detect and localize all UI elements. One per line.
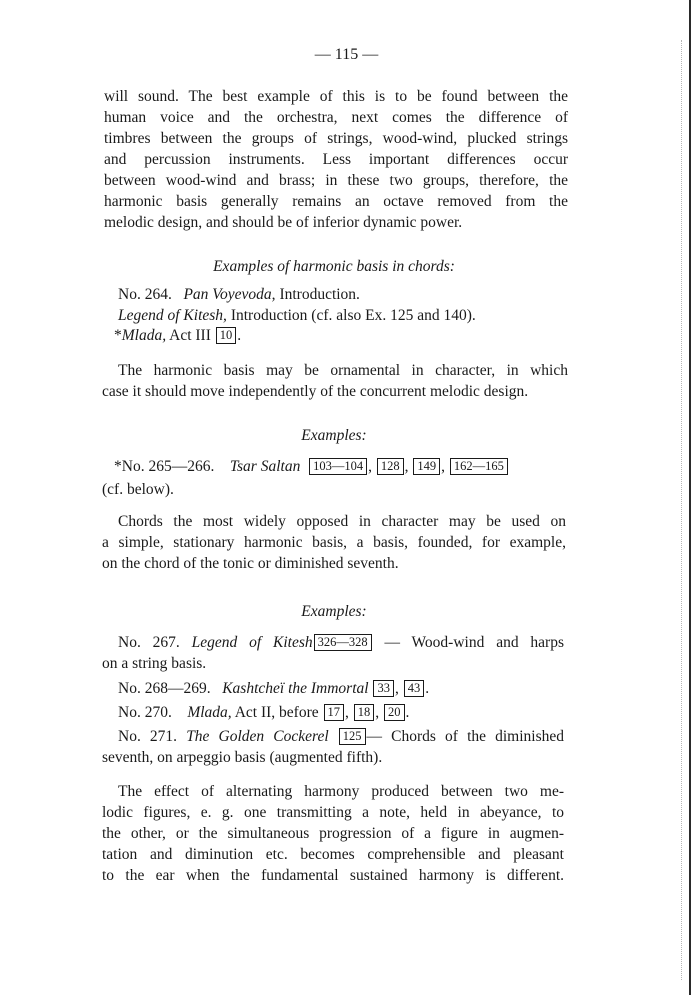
paragraph-2-line: The harmonic basis may be ornamental in character, in which [118,362,568,379]
rehearsal-number-box: 128 [377,458,404,475]
paragraph-1-line: timbres between the groups of strings, wood-wind, plucked strings [104,130,568,147]
rehearsal-number-box: 20 [384,704,405,721]
paragraph-1-line: between wood-wind and brass; in these two groups, therefore, the [104,172,568,189]
paragraph-3-line: Chords the most widely opposed in character may be used on [118,513,566,530]
work-title: Mlada, [121,327,167,344]
work-title: Legend of Kitesh [191,634,313,651]
example-number: No. 270. [118,704,172,721]
example-number: No. 268—269. [118,680,211,697]
paragraph-1-line: melodic design, and should be of inferior dynamic power. [104,214,463,231]
paragraph-1-line: harmonic basis generally remains an octave removed from the [104,193,568,210]
paragraph-2-line: case it should move independently of the concurrent melodic design. [102,383,529,400]
example-271: No. 271. The Golden Cockerel 125 — Chords of the diminished [118,728,565,745]
paragraph-1-line: and percussion instruments. Less important differences occur [104,151,568,168]
paragraph-1-line: will sound. The best example of this is to be found between the [104,88,568,105]
example-mlada: *Mlada, Act III 10 . [114,327,242,344]
paragraph-4-line: the other, or the simultaneous progression of a figure in augmen- [102,825,564,842]
examples-heading: Examples: [301,603,367,620]
paragraph-4-line: lodic figures, e. g. one transmitting a note, held in abeyance, to [102,804,564,821]
work-title: Mlada, [187,704,232,721]
example-268: No. 268—269. Kashtcheï the Immortal 33 , 43 . [118,680,430,697]
paragraph-4-line: to the ear when the fundamental sustained harmony is different. [102,867,564,884]
rehearsal-number-box: 149 [413,458,440,475]
rehearsal-number-box: 125 [339,728,366,745]
example-267-continuation: on a string basis. [102,655,207,672]
rehearsal-number-box: 17 [324,704,345,721]
paragraph-3-line: on the chord of the tonic or diminished seventh. [102,555,399,572]
rehearsal-number-box: 43 [404,680,425,697]
example-kitesh: Legend of Kitesh, Introduction (cf. also Ex. 125 and 140). [118,307,476,324]
example-271-continuation: seventh, on arpeggio basis (augmented fifth). [102,749,383,766]
examples-heading: Examples: [301,427,367,444]
example-number: No. 271. [118,728,178,745]
example-264: No. 264. Pan Voyevoda, Introduction. [118,286,360,303]
rehearsal-number-box: 10 [216,327,237,344]
paragraph-4-line: The effect of alternating harmony produced between two me- [118,783,564,800]
example-number: No. 264. [118,286,172,303]
rehearsal-number-box: 33 [373,680,394,697]
paragraph-1-line: human voice and the orchestra, next comes the difference of [104,109,568,126]
example-270: No. 270. Mlada, Act II, before 17 , 18 , 20 . [118,704,410,721]
example-265: *No. 265—266. Tsar Saltan 103—104 , 128 , 149 , 162—165 [114,457,509,477]
paragraph-3-line: a simple, stationary harmonic basis, a basis, founded, for example, [102,534,566,551]
page-edge-dots [681,40,682,980]
rehearsal-number-box: 162—165 [450,458,508,475]
work-title: Tsar Saltan [229,458,301,475]
paragraph-4-line: tation and diminution etc. becomes comprehensible and pleasant [102,846,564,863]
page-number: — 115 — [314,46,379,63]
rehearsal-number-box: 103—104 [309,458,367,475]
work-title: The Golden Cockerel [186,728,329,745]
work-title: Legend of Kitesh, [118,307,227,324]
example-number: No. 267. [118,634,180,651]
page-edge-border [689,0,691,995]
rehearsal-number-box: 18 [354,704,375,721]
example-number: No. 265—266. [121,458,215,475]
example-267: No. 267. Legend of Kitesh 326—328 — Wood-wind and harps [118,634,564,651]
rehearsal-number-box: 326—328 [314,634,372,651]
work-title: Pan Voyevoda, [183,286,276,303]
examples-heading: Examples of harmonic basis in chords: [213,258,455,275]
work-title: Kashtcheï the Immortal [222,680,369,697]
example-265-continuation: (cf. below). [102,481,174,498]
